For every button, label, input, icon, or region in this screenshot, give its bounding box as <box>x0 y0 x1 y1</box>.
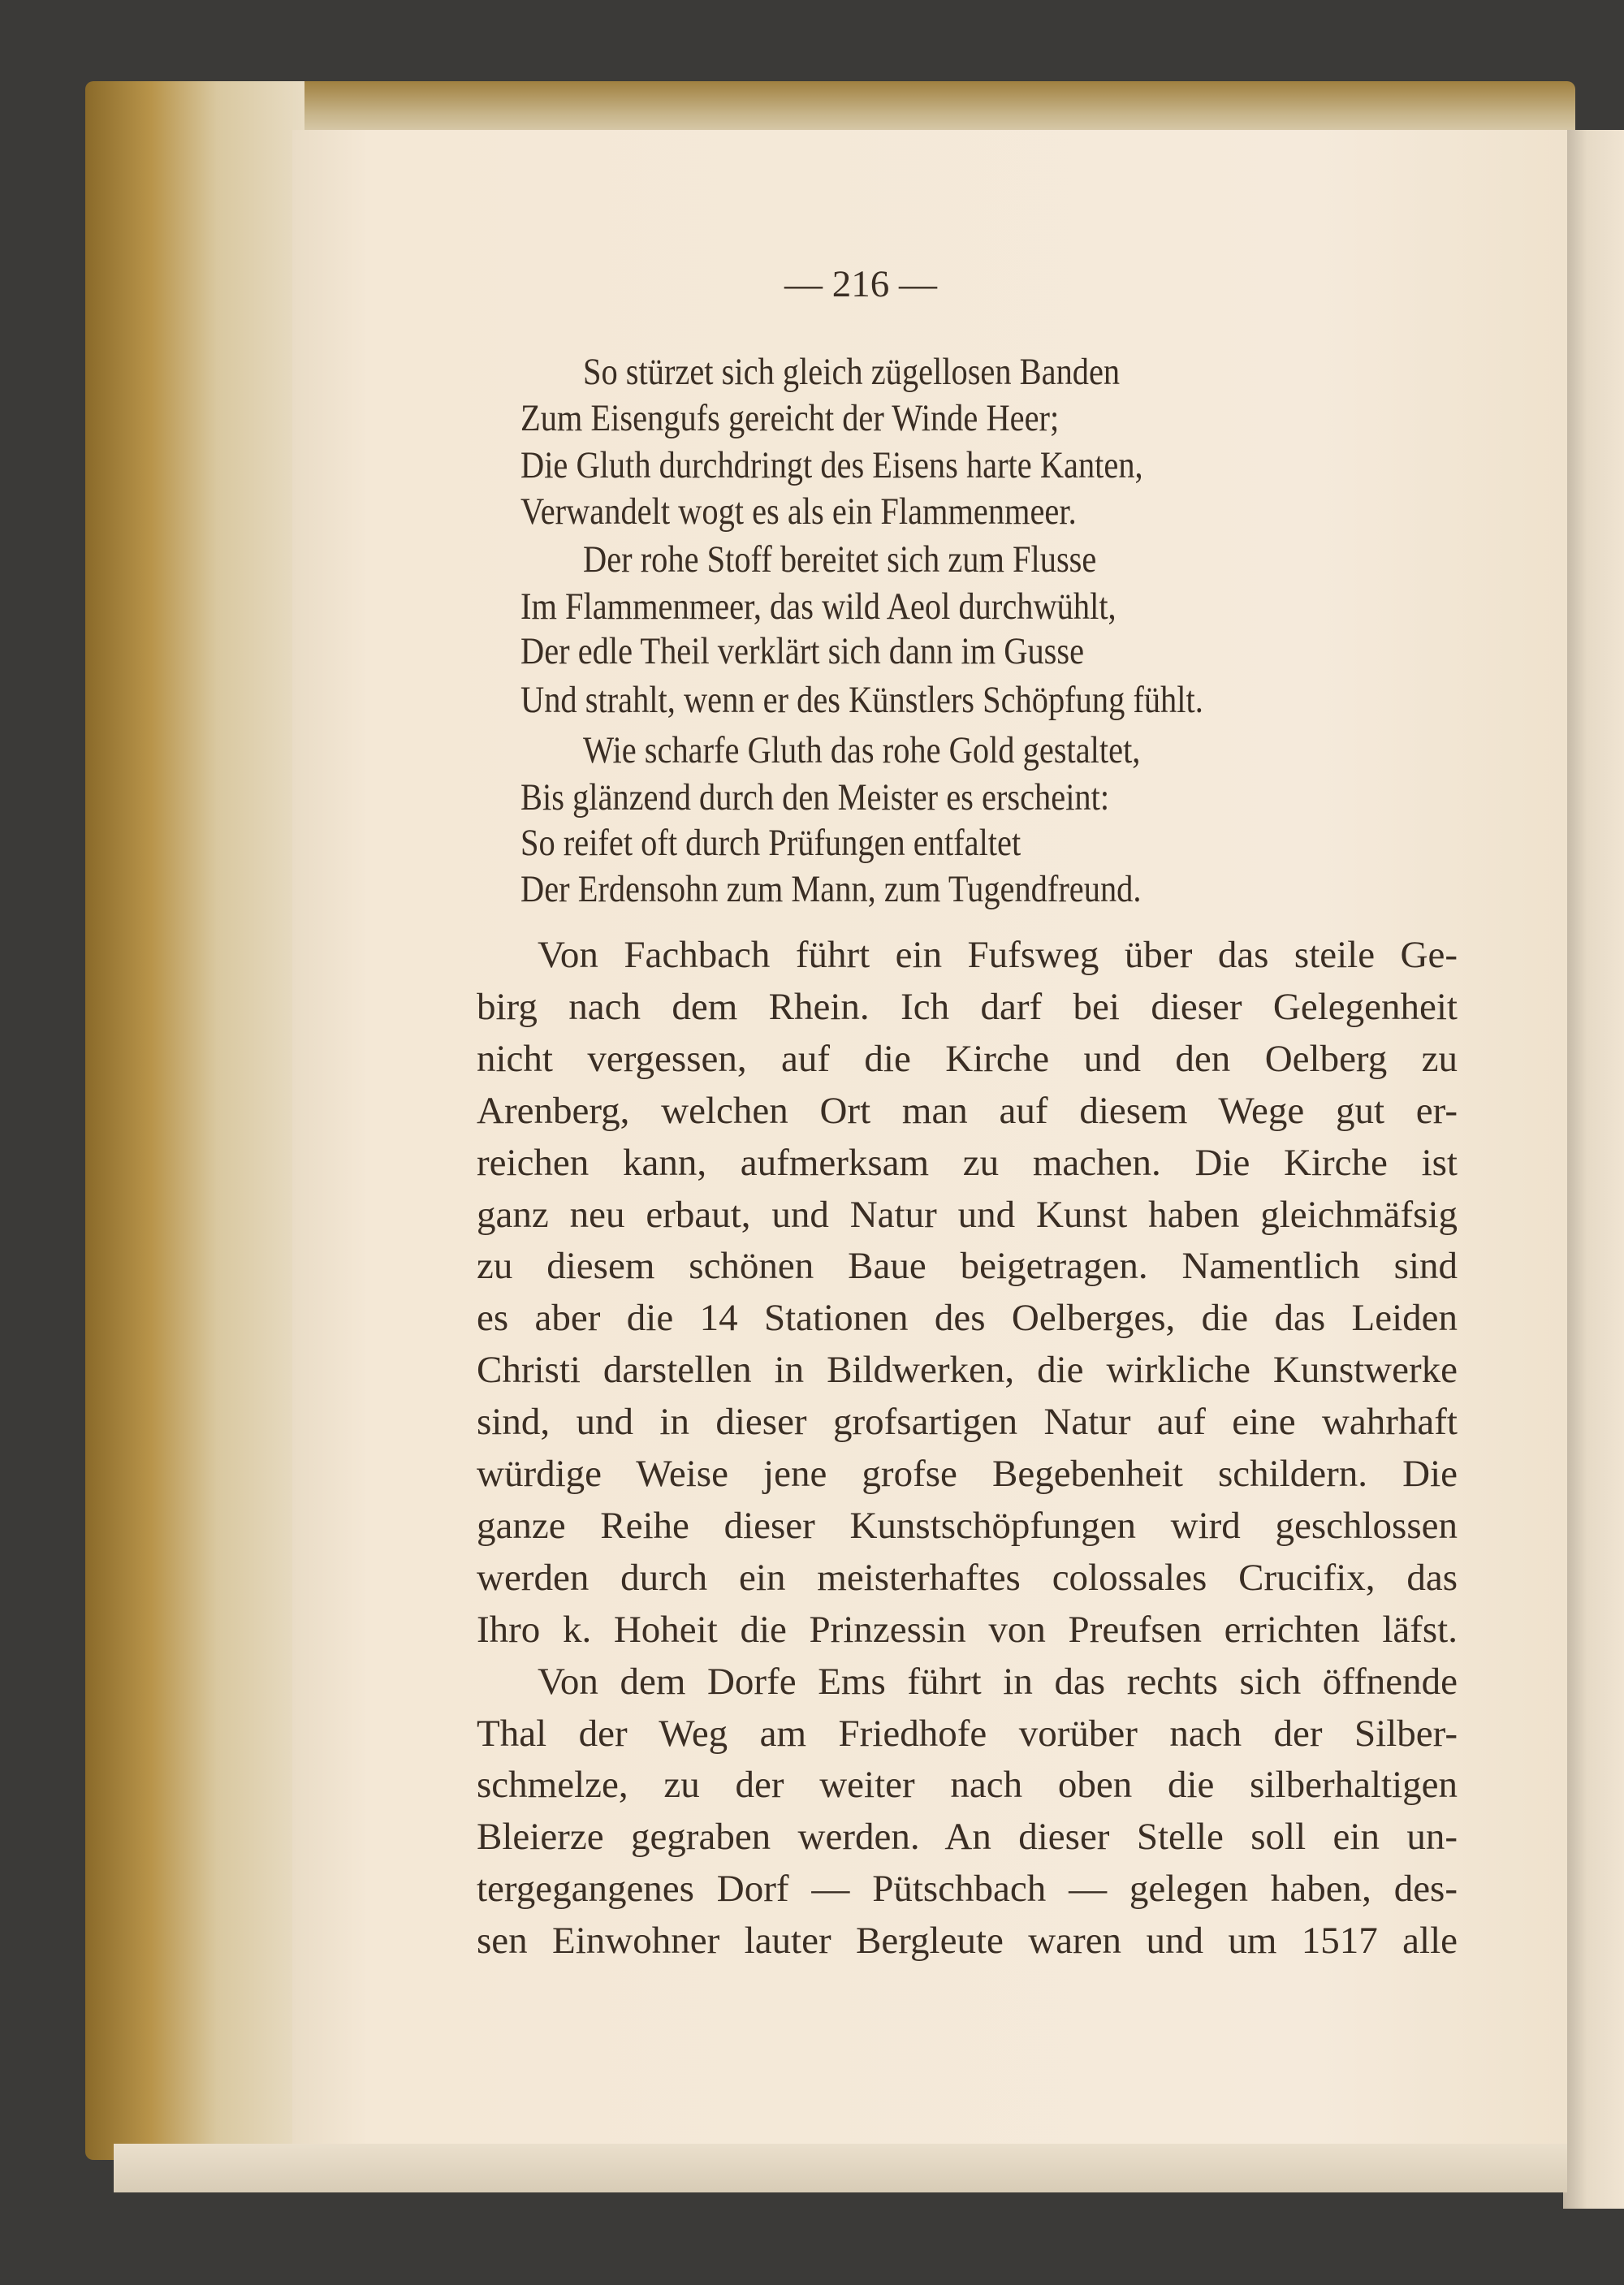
prose-line: schmelze, zu der weiter nach oben die silberhaltigen <box>477 1764 1458 1807</box>
poem-line: Der rohe Stoff bereitet sich zum Flusse <box>583 538 1097 581</box>
prose-line: nicht vergessen, auf die Kirche und den Oelberg zu <box>477 1037 1458 1080</box>
prose-line: sen Einwohner lauter Bergleute waren und um 1517 alle <box>477 1920 1458 1963</box>
poem-line: So reifet oft durch Prüfungen entfaltet <box>520 822 1021 864</box>
prose-line: Thal der Weg am Friedhofe vorüber nach der Silber- <box>477 1712 1458 1755</box>
poem-line: Im Flammenmeer, das wild Aeol durchwühlt, <box>520 585 1116 628</box>
poem-line: So stürzet sich gleich zügellosen Banden <box>583 351 1121 393</box>
poem-line: Zum Eisengufs gereicht der Winde Heer; <box>520 397 1060 439</box>
page-number: — 216 — <box>784 263 937 305</box>
prose-line: Arenberg, welchen Ort man auf diesem Wege gut er- <box>477 1089 1458 1132</box>
poem-line: Wie scharfe Gluth das rohe Gold gestaltet, <box>583 729 1141 771</box>
poem-line: Verwandelt wogt es als ein Flammenmeer. <box>520 490 1077 533</box>
prose-line: zu diesem schönen Baue beigetragen. Namentlich sind <box>477 1245 1458 1288</box>
prose-line: sind, und in dieser grofsartigen Natur auf eine wahrhaft <box>477 1401 1458 1444</box>
prose-line: birg nach dem Rhein. Ich darf bei dieser Gelegenheit <box>477 985 1458 1028</box>
book-page-block-edge <box>85 81 304 2160</box>
prose-line: Bleierze gegraben werden. An dieser Stelle soll ein un- <box>477 1816 1458 1859</box>
prose-line: reichen kann, aufmerksam zu machen. Die Kirche ist <box>477 1141 1458 1184</box>
poem-line: Die Gluth durchdringt des Eisens harte Kanten, <box>520 444 1143 486</box>
prose-line: Von dem Dorfe Ems führt in das rechts sich öffnende <box>538 1660 1458 1703</box>
prose-line: ganze Reihe dieser Kunstschöpfungen wird geschlossen <box>477 1504 1458 1547</box>
prose-line: tergegangenes Dorf — Pütschbach — gelegen haben, des- <box>477 1868 1458 1911</box>
prose-line: würdige Weise jene grofse Begebenheit schildern. Die <box>477 1453 1458 1495</box>
poem-line: Der Erdensohn zum Mann, zum Tugendfreund. <box>520 868 1142 910</box>
prose-line: es aber die 14 Stationen des Oelberges, die das Leiden <box>477 1297 1458 1340</box>
prose-line: werden durch ein meisterhaftes colossales Crucifix, das <box>477 1556 1458 1599</box>
prose-line: Von Fachbach führt ein Fufsweg über das steile Ge- <box>538 934 1458 976</box>
poem-line: Und strahlt, wenn er des Künstlers Schöpfung fühlt. <box>520 679 1203 721</box>
prose-line: Ihro k. Hoheit die Prinzessin von Preufsen errichten läfst. <box>477 1608 1458 1651</box>
prose-line: Christi darstellen in Bildwerken, die wirkliche Kunstwerke <box>477 1349 1458 1392</box>
book-bottom-edge <box>114 2144 1567 2192</box>
poem-line: Bis glänzend durch den Meister es erscheint: <box>520 776 1110 819</box>
prose-line: ganz neu erbaut, und Natur und Kunst haben gleichmäfsig <box>477 1193 1458 1236</box>
poem-line: Der edle Theil verklärt sich dann im Gusse <box>520 630 1085 672</box>
facing-page-edge <box>1563 130 1624 2209</box>
